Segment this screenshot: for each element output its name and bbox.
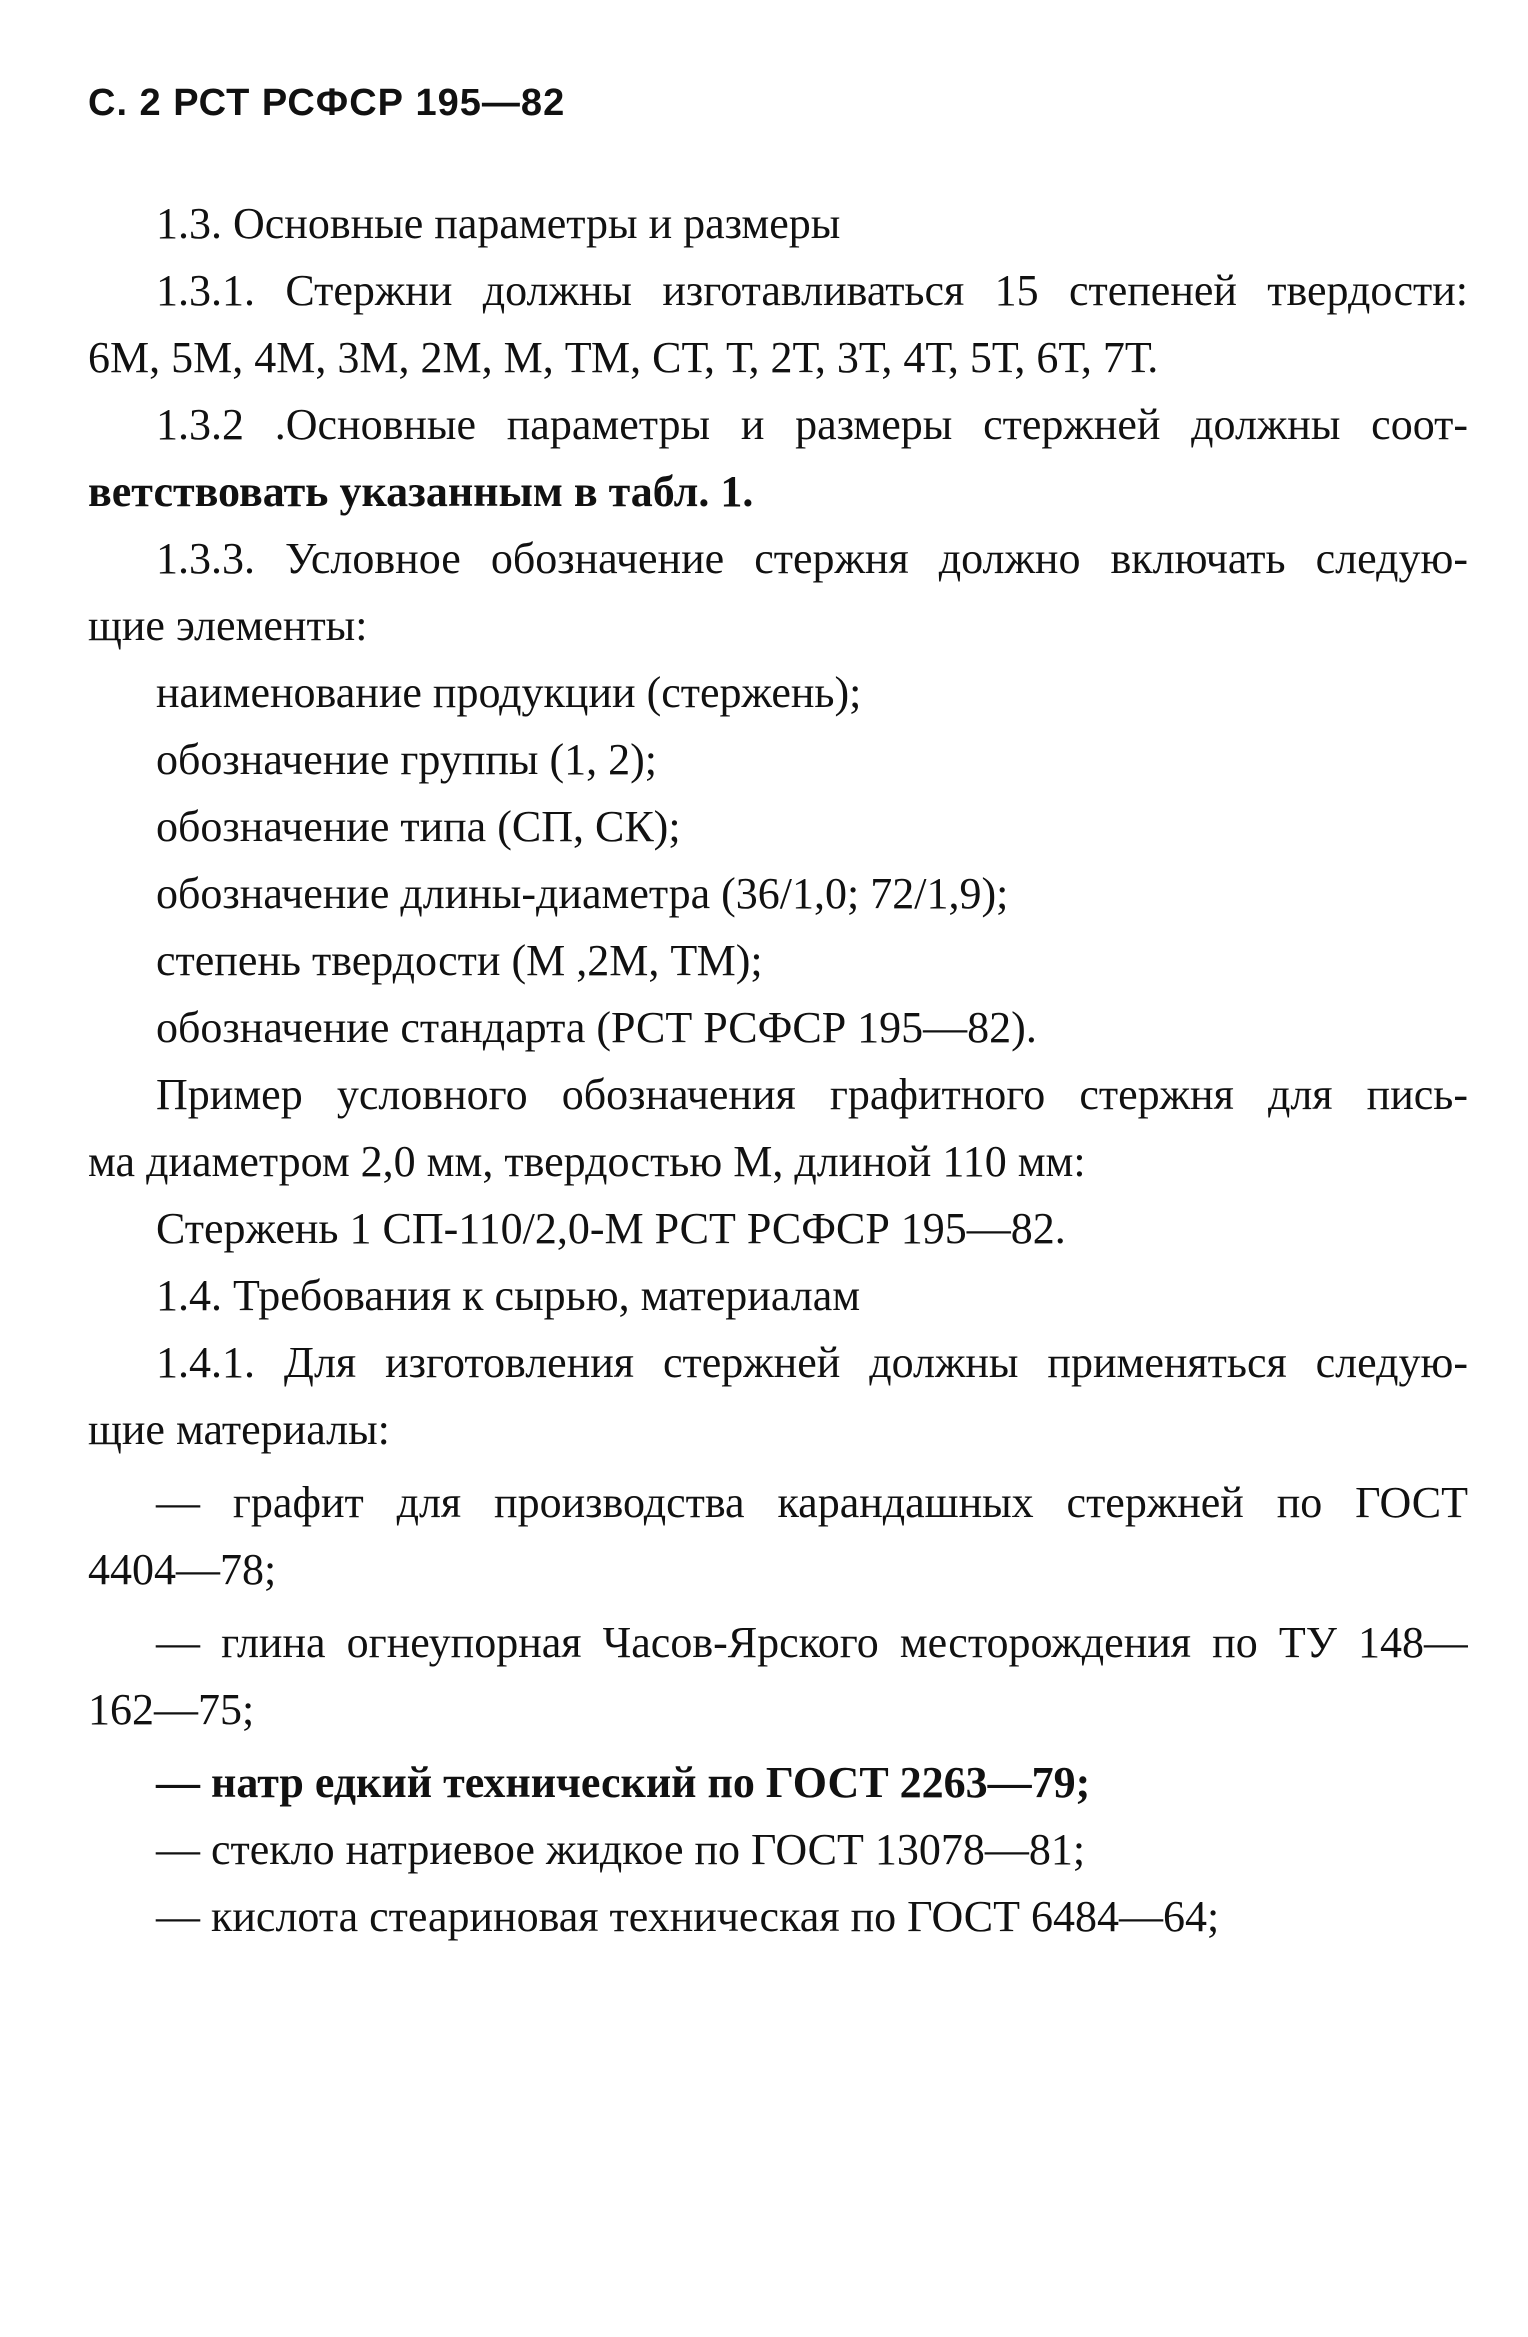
section-1-3-3-line-2: щие элементы:: [88, 601, 368, 650]
list-item: обозначение стандарта (РСТ РСФСР 195—82).: [156, 1003, 1037, 1052]
section-1-4-1-line-2: щие материалы:: [88, 1405, 390, 1454]
page-header: С. 2 РСТ РСФСР 195—82: [88, 82, 566, 124]
example-designation: Стержень 1 СП-110/2,0-М РСТ РСФСР 195—82.: [156, 1204, 1066, 1253]
list-item: обозначение длины-диаметра (36/1,0; 72/1,9);: [156, 869, 1009, 918]
section-1-4-1-line-1: 1.4.1. Для изготовления стержней должны применяться следую-: [156, 1338, 1468, 1387]
material-item-line-1: — натр едкий технический по ГОСТ 2263—79;: [156, 1758, 1091, 1807]
material-item-line-2: 4404—78;: [88, 1545, 277, 1594]
section-1-3-2-line-1: 1.3.2 .Основные параметры и размеры стержней должны соот-: [156, 400, 1468, 449]
document-body: [88, 190, 1468, 1950]
material-item-line-1: — глина огнеупорная Часов-Ярского месторождения по ТУ 148—: [156, 1618, 1468, 1667]
material-item-line-1: — графит для производства карандашных стержней по ГОСТ: [156, 1478, 1468, 1527]
material-item-line-2: 162—75;: [88, 1685, 255, 1734]
list-item: обозначение группы (1, 2);: [156, 735, 658, 784]
example-line-2: ма диаметром 2,0 мм, твердостью М, длиной 110 мм:: [88, 1137, 1086, 1186]
section-1-3-1-line-2: 6М, 5М, 4М, 3М, 2М, М, ТМ, СТ, Т, 2Т, 3Т, 4Т, 5Т, 6Т, 7Т.: [88, 333, 1159, 382]
material-item-line-1: — стекло натриевое жидкое по ГОСТ 13078—81;: [156, 1825, 1086, 1874]
section-1-3-title: 1.3. Основные параметры и размеры: [156, 199, 841, 248]
section-1-4-title: 1.4. Требования к сырью, материалам: [156, 1271, 861, 1320]
example-line-1: Пример условного обозначения графитного стержня для пись-: [156, 1070, 1468, 1119]
section-1-3-3-line-1: 1.3.3. Условное обозначение стержня должно включать следую-: [156, 534, 1468, 583]
section-1-3-1-line-1: 1.3.1. Стержни должны изготавливаться 15 степеней твердости:: [156, 266, 1468, 315]
list-item: степень твердости (М ,2М, ТМ);: [156, 936, 763, 985]
section-1-3-2-line-2: ветствовать указанным в табл. 1.: [88, 467, 754, 516]
list-item: обозначение типа (СП, СК);: [156, 802, 681, 851]
material-item-line-1: — кислота стеариновая техническая по ГОСТ 6484—64;: [156, 1892, 1220, 1941]
list-item: наименование продукции (стержень);: [156, 668, 862, 717]
